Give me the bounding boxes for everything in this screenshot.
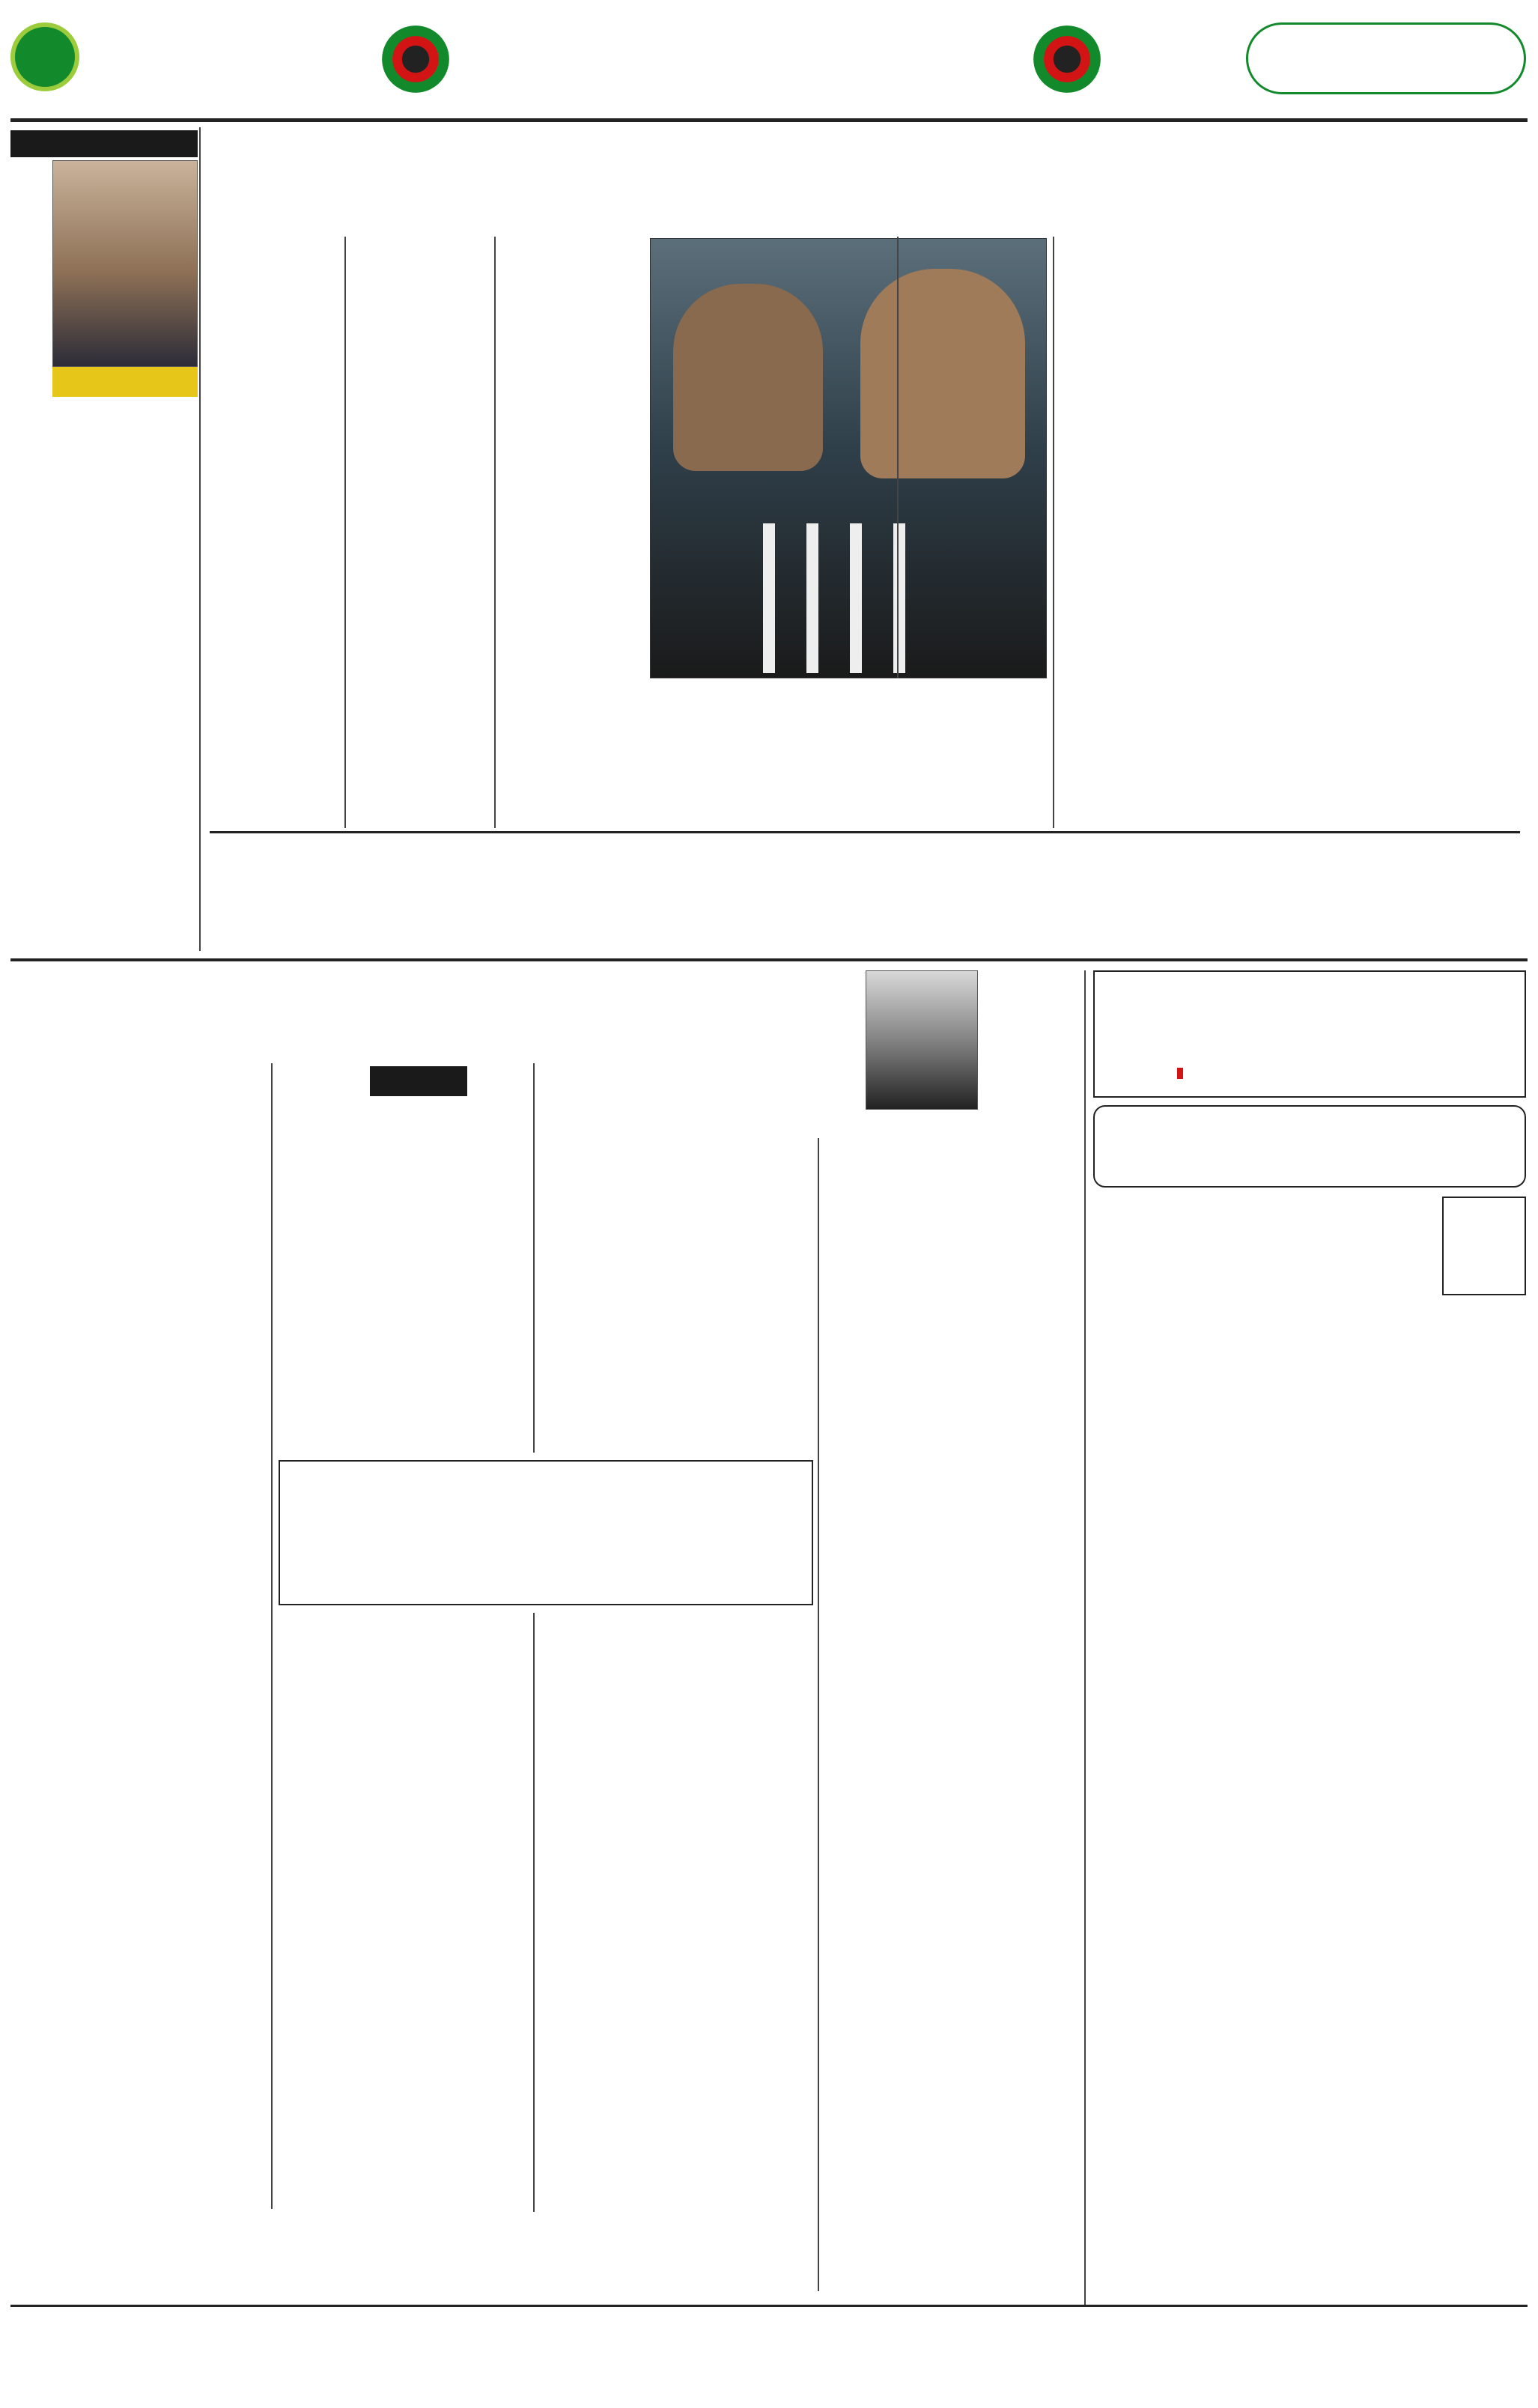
divider bbox=[494, 237, 496, 828]
jamia-col-3 bbox=[277, 1101, 527, 1453]
divider bbox=[897, 237, 899, 678]
lead-col-4 bbox=[499, 237, 645, 828]
lead-col-2 bbox=[902, 237, 1048, 678]
lead-col-6 bbox=[202, 237, 341, 828]
jamia-column-tag-box bbox=[370, 1066, 467, 1096]
editorial-title-box bbox=[1093, 1105, 1526, 1188]
jamia-col-2 bbox=[539, 1063, 812, 1453]
jamia-col-5 bbox=[539, 1613, 812, 2212]
sunflower-right-icon bbox=[1033, 25, 1101, 93]
lead-col-7 bbox=[10, 403, 198, 875]
footer-rule bbox=[10, 2305, 1528, 2307]
jamia-col-6 bbox=[277, 1613, 527, 2212]
divider bbox=[1053, 237, 1054, 828]
editorial-col-main bbox=[1093, 1303, 1526, 2276]
player-left bbox=[673, 284, 823, 471]
divider bbox=[271, 1063, 273, 2209]
lead-column-label bbox=[10, 130, 198, 157]
editorial-masthead bbox=[1093, 970, 1526, 1098]
editorial-logo-sub bbox=[1177, 1068, 1183, 1079]
editorial-side-tag-box bbox=[1442, 1197, 1526, 1295]
divider bbox=[818, 1138, 819, 2291]
divider bbox=[533, 1063, 535, 1453]
page-number-badge bbox=[10, 22, 79, 91]
header-masthead bbox=[82, 18, 322, 108]
editorial-col-top bbox=[1093, 1197, 1435, 1301]
kicker-rule bbox=[210, 831, 1520, 833]
header-rule bbox=[10, 118, 1528, 122]
page-number bbox=[15, 27, 75, 87]
lead-col-3 bbox=[791, 684, 1045, 819]
jamia-col-1 bbox=[824, 1138, 1078, 2291]
divider bbox=[533, 1613, 535, 2212]
lead-col-1 bbox=[1057, 237, 1207, 836]
divider bbox=[1084, 970, 1086, 2306]
lead-col-5 bbox=[349, 237, 491, 828]
section-urdu-banner bbox=[1246, 22, 1526, 94]
divider bbox=[199, 127, 201, 951]
jamia-pull-quote-box bbox=[279, 1460, 813, 1605]
divider bbox=[344, 237, 346, 828]
section-rule bbox=[10, 958, 1528, 961]
sunflower-left-icon bbox=[382, 25, 449, 93]
jamia-col-4 bbox=[10, 1063, 265, 2216]
lead-col-8 bbox=[210, 837, 771, 957]
author-photo bbox=[52, 160, 198, 367]
jamia-author-photo bbox=[866, 970, 978, 1110]
editorial-logo-city bbox=[1177, 1068, 1183, 1079]
cartoon-box bbox=[10, 2239, 368, 2309]
author-name-box bbox=[52, 367, 198, 397]
